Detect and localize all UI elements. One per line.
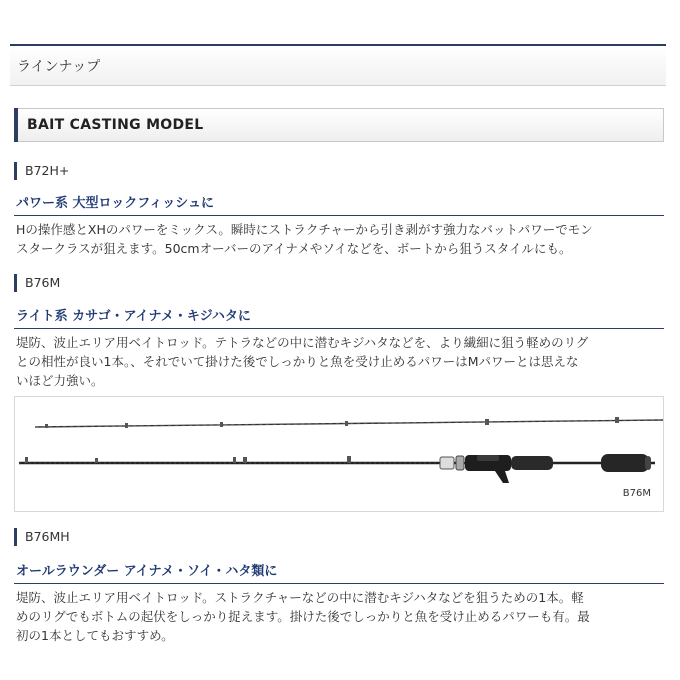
description-line: めのリグでもボトムの起伏をしっかり捉えます。掛けた後でしっかりと魚を受け止めるパワーも有。最 (16, 609, 590, 624)
model-tagline-text: ライト系 カサゴ・アイナメ・キジハタに (16, 309, 251, 324)
description-line: 初の1本としてもおすすめ。 (16, 628, 174, 643)
model-id: B72H+ (14, 162, 69, 180)
model-tagline (14, 305, 664, 329)
model-tagline-text: オールラウンダー アイナメ・ソイ・ハタ類に (16, 564, 278, 579)
page-header (10, 44, 666, 86)
section-header (14, 108, 664, 142)
model-tagline-text: パワー系 大型ロックフィッシュに (16, 196, 214, 211)
rod-image (14, 396, 664, 512)
page-title: ラインナップ (17, 59, 101, 75)
description-line: との相性が良い1本。、それでいて掛けた後でしっかりと魚を受け止めるパワーはMパワーとは思えな (16, 354, 579, 369)
model-id: B76M (14, 274, 60, 292)
description-line: いほど力強い。 (16, 373, 104, 388)
description-line: 堤防、波止エリア用ベイトロッド。テトラなどの中に潜むキジハタなどを、より繊細に狙う軽めのリグ (16, 335, 589, 350)
model-description (16, 220, 666, 258)
model-tagline (14, 192, 664, 216)
description-line: スタークラスが狙えます。50cmオーバーのアイナメやソイなどを、ボートから狙うスタイルにも。 (16, 241, 572, 256)
rod-image-caption: B76M (622, 488, 651, 499)
description-line: Hの操作感とXHのパワーをミックス。瞬時にストラクチャーから引き剥がす強力なバットパワーでモン (16, 222, 593, 237)
model-description (16, 333, 666, 390)
model-tagline (14, 560, 664, 584)
model-description (16, 588, 666, 645)
fishing-rod-icon (15, 397, 664, 512)
description-line: 堤防、波止エリア用ベイトロッド。ストラクチャーなどの中に潜むキジハタなどを狙うための1本。軽 (16, 590, 584, 605)
section-title: BAIT CASTING MODEL (27, 117, 204, 133)
model-id: B76MH (14, 528, 70, 546)
